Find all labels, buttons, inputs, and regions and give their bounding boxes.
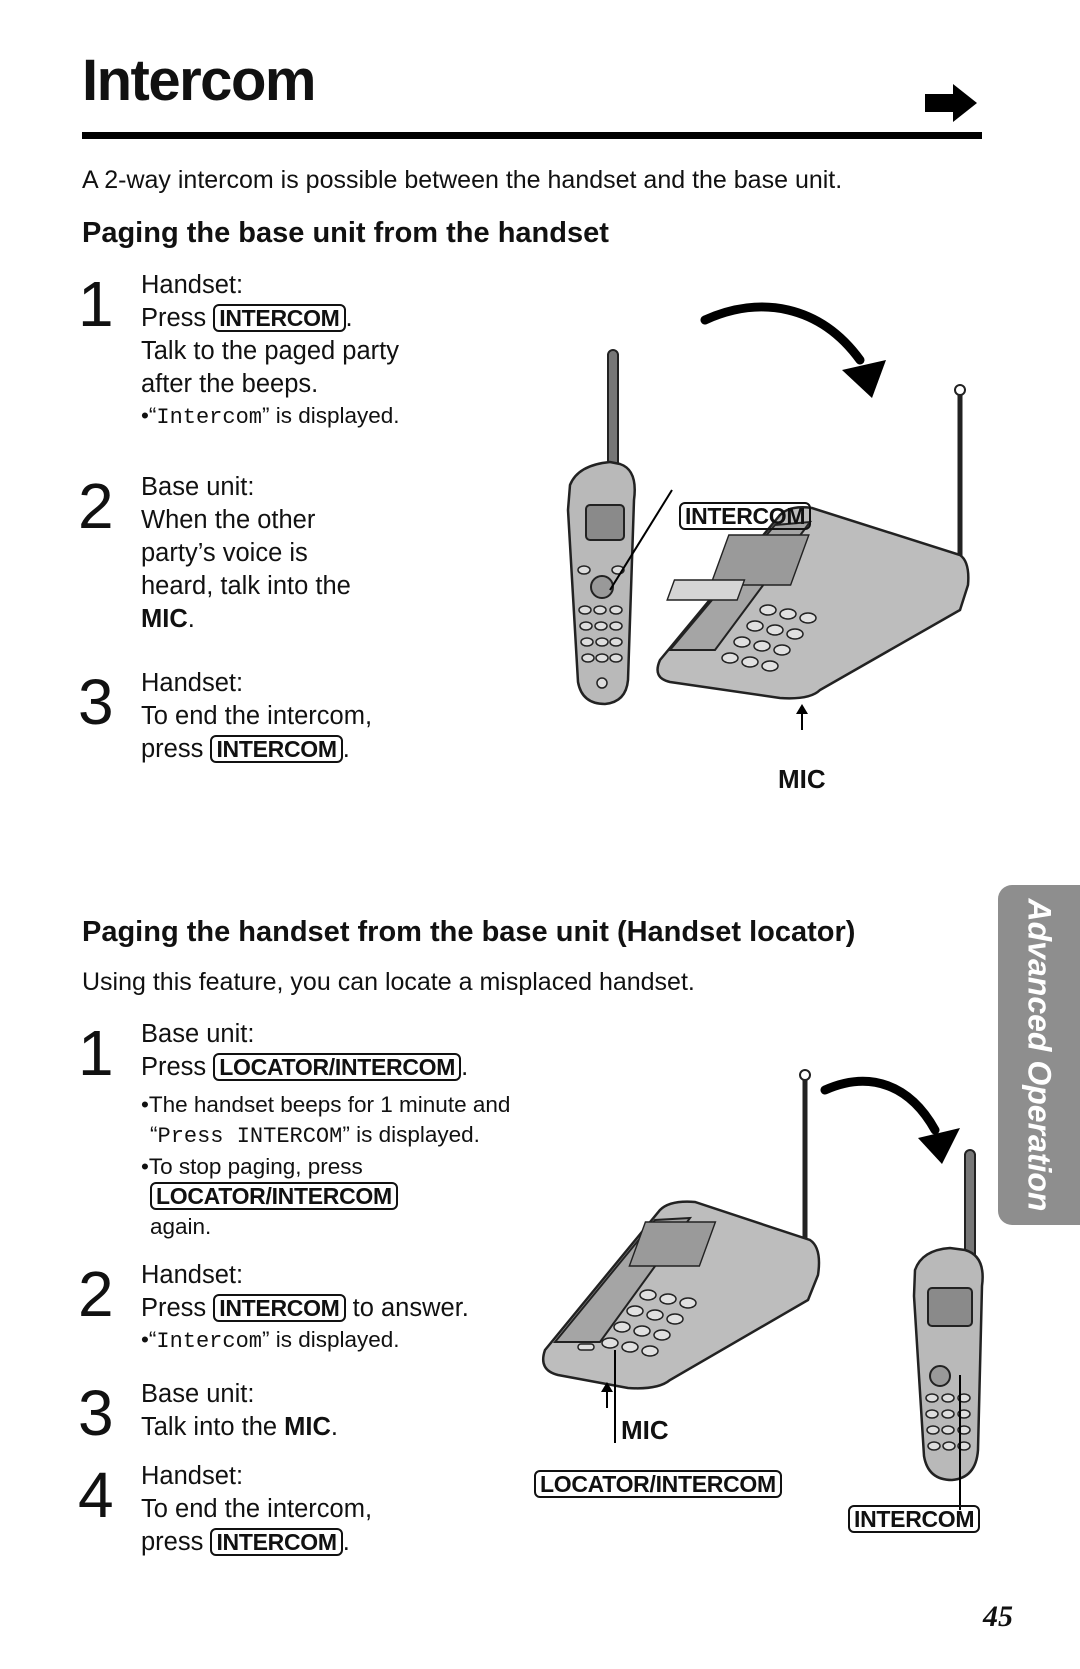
s2-step4-number: 4 xyxy=(78,1459,114,1531)
handset-illustration xyxy=(568,350,635,704)
s1-step2-number: 2 xyxy=(78,470,114,542)
text: Press xyxy=(141,304,214,332)
s1-step3-who: Handset: xyxy=(141,669,244,697)
display-text: Intercom xyxy=(156,1329,262,1354)
locator-intercom-button-label: LOCATOR/INTERCOM xyxy=(534,1470,782,1498)
intercom-key: INTERCOM xyxy=(210,1528,342,1556)
text: Talk into the xyxy=(141,1413,285,1441)
page-number: 45 xyxy=(983,1600,1013,1633)
s2-step4 xyxy=(141,1460,372,1559)
title-rule xyxy=(82,132,982,139)
s1-step1-number: 1 xyxy=(78,268,114,340)
text: . xyxy=(461,1053,469,1081)
intercom-key: INTERCOM xyxy=(210,735,342,763)
text: . xyxy=(187,605,195,633)
intercom-button-label: INTERCOM xyxy=(679,502,811,530)
text: •“ xyxy=(141,403,157,428)
section1-heading: Paging the base unit from the handset xyxy=(82,217,609,249)
s2-step4-line1: To end the intercom, xyxy=(141,1495,373,1523)
s2-step1-number: 1 xyxy=(78,1017,114,1089)
s1-step2-line1: When the other xyxy=(141,506,316,534)
s2-step2-note xyxy=(141,1325,469,1357)
s2-step2-who: Handset: xyxy=(141,1261,244,1289)
s2-step2-number: 2 xyxy=(78,1258,114,1330)
curved-arrow-icon xyxy=(825,1081,935,1130)
side-tab-label: Advanced Operation xyxy=(1021,898,1058,1212)
locator-intercom-key: LOCATOR/INTERCOM xyxy=(150,1182,398,1210)
note-line: •The handset beeps for 1 minute and xyxy=(141,1092,511,1117)
mic-text: MIC xyxy=(141,605,188,633)
text: to answer. xyxy=(345,1294,469,1322)
curved-arrow-icon xyxy=(705,307,860,360)
text: •“ xyxy=(141,1327,157,1352)
s2-step1 xyxy=(141,1018,510,1242)
note-line xyxy=(141,1120,510,1152)
s1-step3-number: 3 xyxy=(78,666,114,738)
mic-text: MIC xyxy=(284,1413,331,1441)
text: Press xyxy=(141,1053,214,1081)
curved-arrow-head xyxy=(842,360,886,398)
s1-step2-line3: heard, talk into the xyxy=(141,572,351,600)
base-unit-illustration xyxy=(543,1070,819,1388)
mic-label: MIC xyxy=(778,764,826,794)
text: “ xyxy=(150,1122,158,1147)
s1-step1 xyxy=(141,269,400,433)
text: . xyxy=(345,304,353,332)
side-tab xyxy=(998,885,1080,1225)
s1-step3 xyxy=(141,667,372,766)
text: . xyxy=(342,735,350,763)
s1-step3-line1: To end the intercom, xyxy=(141,702,373,730)
display-text: Press INTERCOM xyxy=(157,1124,343,1149)
s2-step2 xyxy=(141,1259,469,1357)
intercom-button-label: INTERCOM xyxy=(848,1505,980,1533)
figure-handset-pages-base xyxy=(550,290,990,790)
curved-arrow-head xyxy=(918,1128,960,1164)
page-title: Intercom xyxy=(82,48,315,113)
section2-intro: Using this feature, you can locate a misplaced handset. xyxy=(82,968,695,996)
locator-intercom-key: LOCATOR/INTERCOM xyxy=(213,1053,461,1081)
section2-heading: Paging the handset from the base unit (Handset locator) xyxy=(82,916,856,948)
s1-step1-who: Handset: xyxy=(141,271,244,299)
text: . xyxy=(330,1413,339,1441)
s2-step3 xyxy=(141,1378,338,1444)
note-line: again. xyxy=(150,1214,212,1239)
s1-step1-line3: after the beeps. xyxy=(141,370,319,398)
s1-step1-line2: Talk to the paged party xyxy=(141,337,400,365)
display-text: Intercom xyxy=(156,405,262,430)
note-line: •To stop paging, press xyxy=(141,1154,363,1179)
text: press xyxy=(141,735,211,763)
s2-step3-who: Base unit: xyxy=(141,1380,255,1408)
s2-step4-who: Handset: xyxy=(141,1462,244,1490)
s2-step3-number: 3 xyxy=(78,1377,114,1449)
s1-step2-who: Base unit: xyxy=(141,473,255,501)
mic-pointer-icon xyxy=(796,704,808,714)
intercom-key: INTERCOM xyxy=(213,304,345,332)
s2-step1-notes xyxy=(141,1090,510,1242)
note-line xyxy=(141,1182,510,1212)
text: Press xyxy=(141,1294,214,1322)
s1-step2-line2: party’s voice is xyxy=(141,539,308,567)
s2-step1-who: Base unit: xyxy=(141,1020,255,1048)
text: press xyxy=(141,1528,211,1556)
text: ” is displayed. xyxy=(342,1122,480,1147)
intro-text: A 2-way intercom is possible between the handset and the base unit. xyxy=(82,166,843,194)
text: ” is displayed. xyxy=(262,1327,400,1352)
mic-label: MIC xyxy=(621,1415,669,1445)
continue-arrow-icon xyxy=(925,84,977,122)
figure-base-pages-handset xyxy=(530,1050,990,1510)
intercom-key: INTERCOM xyxy=(213,1294,345,1322)
base-unit-illustration xyxy=(658,385,969,698)
text: . xyxy=(342,1528,350,1556)
handset-illustration xyxy=(914,1150,983,1480)
s1-step2 xyxy=(141,471,351,636)
s1-step1-note xyxy=(141,401,400,433)
text: ” is displayed. xyxy=(262,403,400,428)
